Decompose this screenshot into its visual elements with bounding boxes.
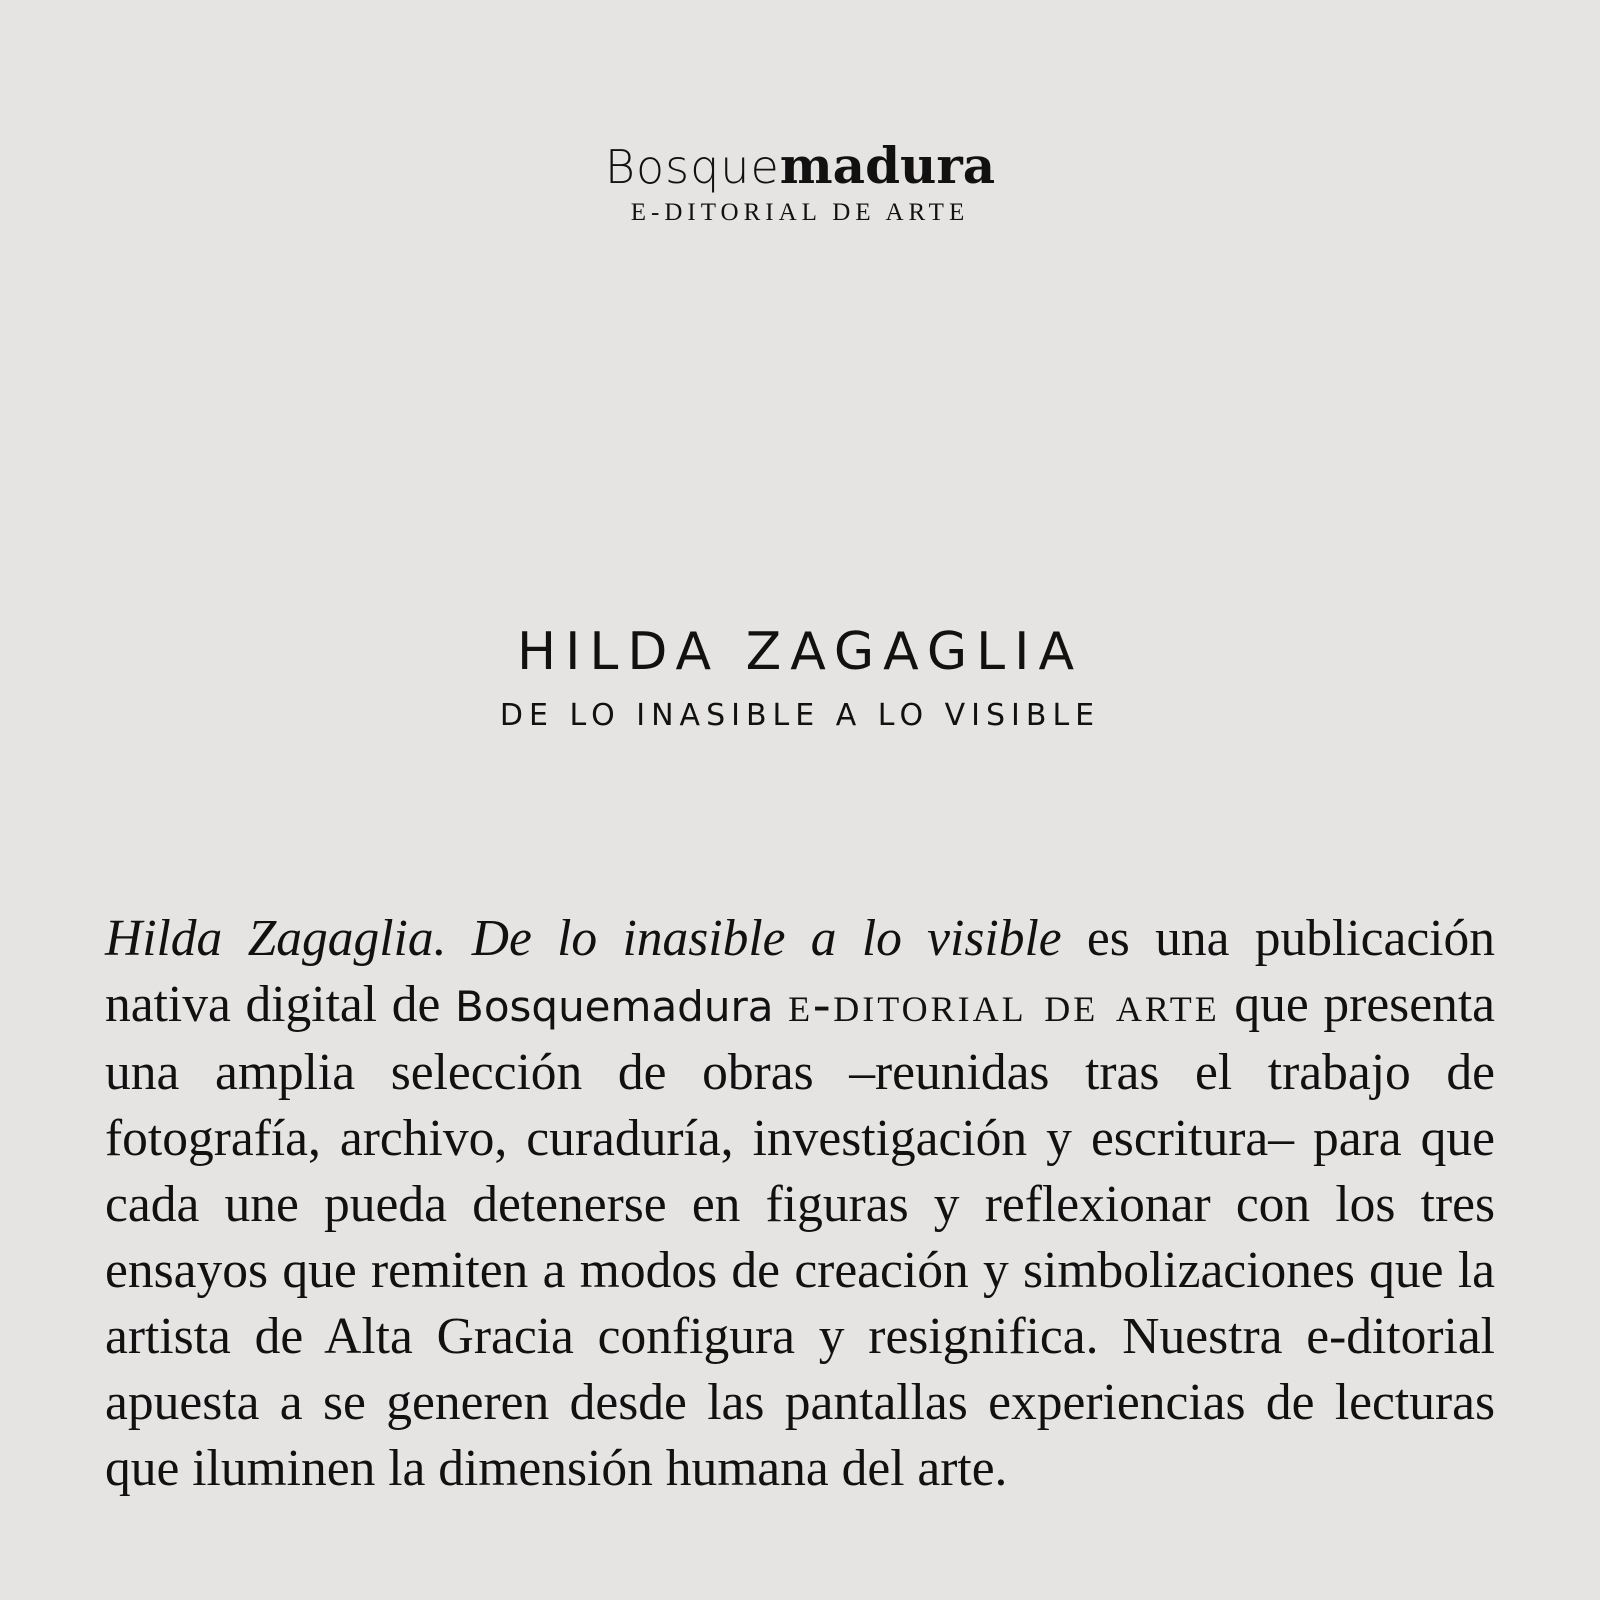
logo-tagline: E-DITORIAL DE ARTE (630, 199, 970, 226)
description-brand-tagline: e-ditorial de arte (788, 976, 1220, 1033)
publisher-logo (0, 136, 1600, 227)
description-italic-title: Hilda Zagaglia. De lo inasible a lo visible (105, 910, 1062, 967)
description-brand-name: Bosquemadura (455, 982, 774, 1031)
book-title: HILDA ZAGAGLIA (516, 622, 1084, 682)
description-paragraph (105, 906, 1495, 1502)
logo-name-light: Bosque (604, 140, 780, 194)
description-text-part1: es una publicación nativa digital de (105, 910, 1495, 1033)
logo-name-bold: madura (779, 136, 996, 195)
book-title-block (0, 620, 1600, 733)
description-text-part2: que presenta una amplia selección de obras –reunidas tras el trabajo de fotografía, archivo, curaduría, investigación y escritura– para que cada une pueda detenerse en figuras y reflexionar con los tres ensayos que remiten a modos de creación y simbolizaciones que la artista de Alta Gracia configura y resignifica. Nuestra e-ditorial apuesta a se generen desde las pantallas experiencias de lecturas que iluminen la dimensión humana del arte. (105, 976, 1495, 1497)
book-subtitle: DE LO INASIBLE A LO VISIBLE (499, 698, 1101, 733)
logo-wordmark (0, 136, 1600, 197)
